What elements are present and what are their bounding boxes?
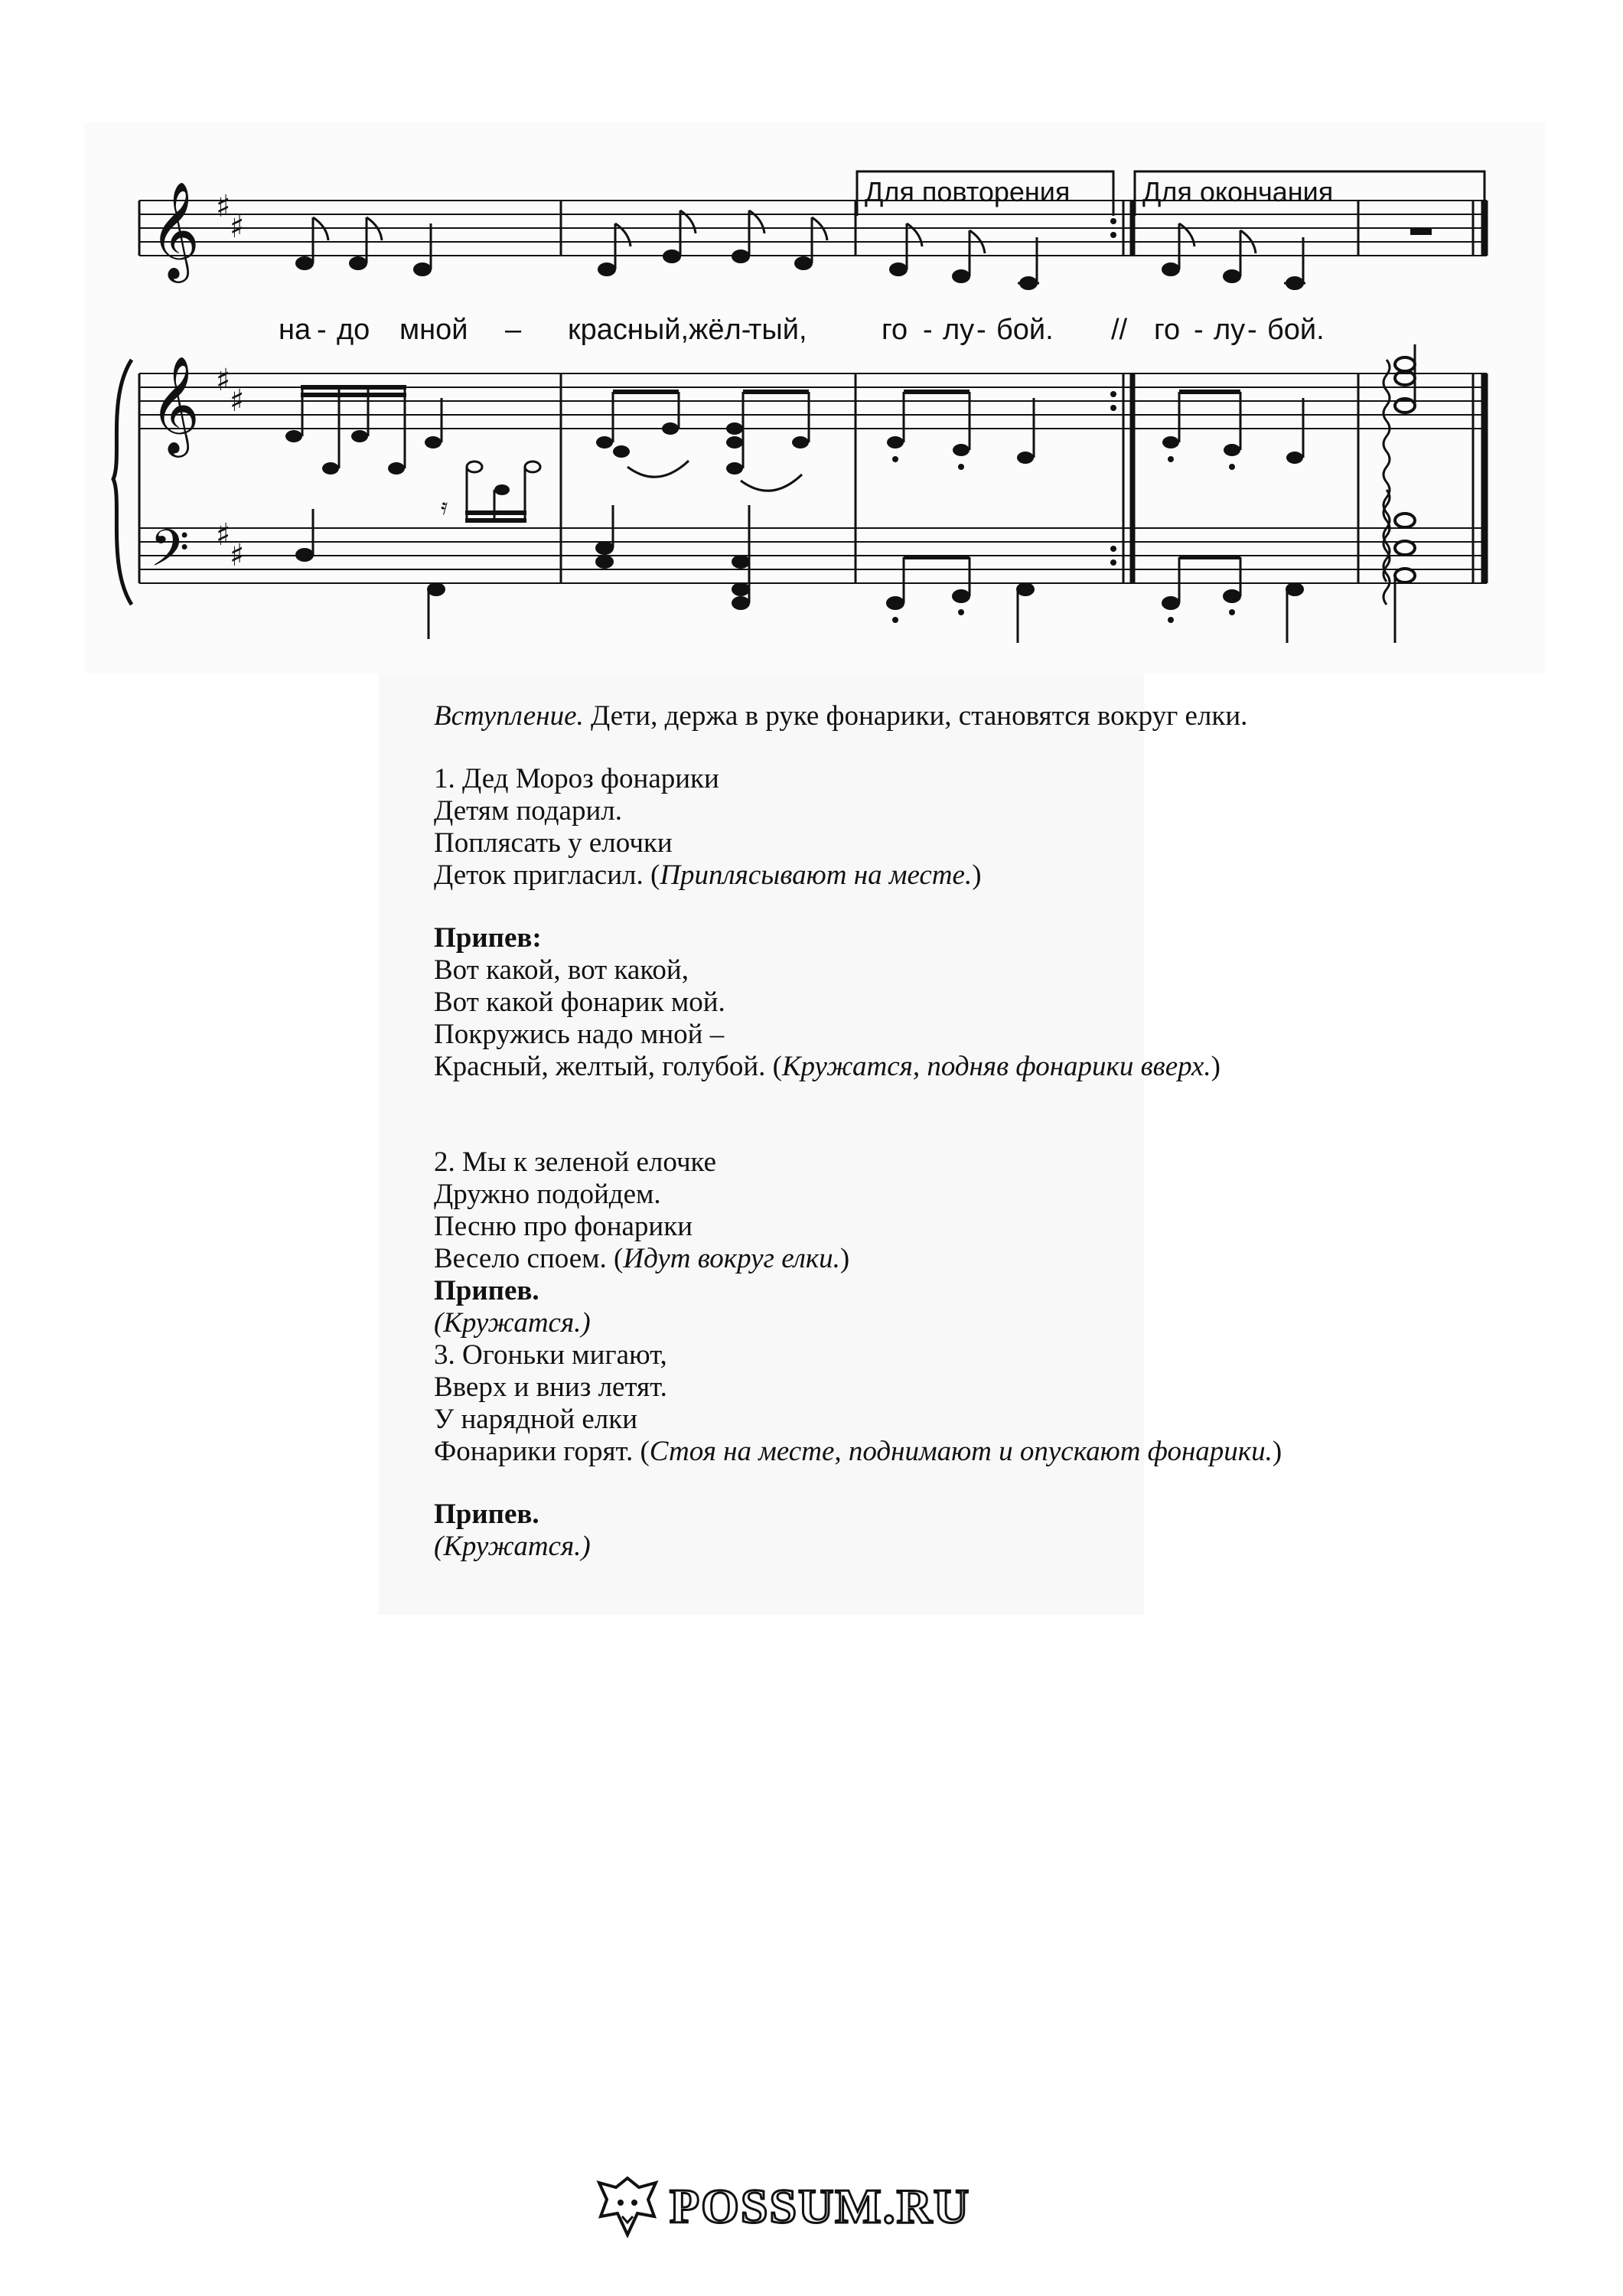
verse-line: У нарядной елки	[434, 1404, 638, 1435]
verse-line: Вверх и вниз летят.	[434, 1371, 667, 1403]
repeat-dot	[1110, 405, 1116, 411]
lyric-syllable: на	[279, 314, 311, 346]
piano-barlines	[139, 373, 1484, 583]
chorus-line: Вот какой, вот какой,	[434, 954, 689, 986]
key-signature-icon: ♯	[230, 538, 245, 573]
lyric-syllable: лу	[943, 314, 975, 346]
lyric-syllable: лу	[1214, 314, 1246, 346]
repeat-dot	[1110, 218, 1116, 224]
chorus-label: Припев.	[434, 1275, 539, 1306]
verse-text: )	[972, 859, 982, 891]
chorus-line: Покружись надо мной –	[434, 1019, 725, 1050]
lyric-syllable: жёл-	[689, 314, 751, 346]
stage-direction: Идут вокруг елки.	[623, 1243, 840, 1274]
stage-direction: Кружатся, подняв фонарики вверх.	[781, 1051, 1211, 1082]
lyric-hyphen: -	[1194, 314, 1204, 346]
svg-text:𝄿: 𝄿	[441, 494, 448, 520]
verse-line: 3. Огоньки мигают,	[434, 1339, 667, 1371]
lyric-syllable: тый,	[748, 314, 807, 346]
repeat-dot	[1110, 546, 1116, 552]
lyric-syllable: крас-	[568, 314, 637, 346]
treble-clef-icon: 𝄞	[150, 355, 200, 453]
lyric-syllable: бой.	[1267, 314, 1325, 346]
repeat-dot	[1110, 232, 1116, 238]
chorus-line: Вот какой фонарик мой.	[434, 987, 725, 1018]
verse-text: Фонарики горят. (	[434, 1436, 650, 1467]
key-signature-icon: ♯	[230, 383, 245, 419]
repeat-dot	[1110, 391, 1116, 397]
lyric-syllable: ный,	[627, 314, 689, 346]
lyric-hyphen: -	[1247, 314, 1257, 346]
brace-icon	[113, 360, 132, 605]
voice-notes	[295, 210, 1432, 290]
volta-label-ending: Для окончания	[1142, 176, 1334, 207]
bass-clef-icon: 𝄢	[150, 519, 190, 590]
possum-icon	[593, 2172, 662, 2241]
music-score	[0, 0, 1623, 689]
key-signature-icon: ♯	[216, 189, 231, 224]
piano-treble-notes	[285, 344, 1415, 605]
intro-line	[434, 700, 1247, 732]
piano-bass-staff	[139, 528, 1487, 583]
piano-treble-staff	[139, 373, 1487, 429]
logo-text: POSSUM.RU	[670, 2179, 971, 2233]
lyric-syllable: бой.	[996, 314, 1054, 346]
verse-text: Деток пригласил. (	[434, 859, 660, 891]
stage-direction: Стоя на месте, поднимают и опускают фонарики.	[649, 1436, 1273, 1467]
key-signature-icon: ♯	[216, 363, 231, 398]
key-signature-icon: ♯	[230, 210, 245, 245]
verse-line: Поплясать у елочки	[434, 827, 673, 859]
verse-line	[434, 859, 982, 892]
verse-line: Дружно подойдем.	[434, 1179, 661, 1210]
key-signature-icon: ♯	[216, 517, 231, 553]
verse-text: Весело споем. (	[434, 1243, 624, 1274]
intro-text: Дети, держа в руке фонарики, становятся вокруг елки.	[583, 700, 1248, 732]
stage-direction: (Кружатся.)	[434, 1307, 591, 1339]
chorus-label: Припев:	[434, 922, 542, 954]
chorus-label: Припев.	[434, 1499, 539, 1530]
treble-clef-icon: 𝄞	[150, 181, 200, 279]
verse-text: )	[839, 1243, 850, 1274]
lyric-hyphen: -	[976, 314, 986, 346]
verse-line	[434, 1243, 849, 1275]
verse-line: Детям подарил.	[434, 795, 622, 827]
chorus-line	[434, 1051, 1221, 1083]
lyric-hyphen: -	[317, 314, 327, 346]
verse-line: 1. Дед Мороз фонарики	[434, 763, 719, 794]
lyric-hyphen: -	[923, 314, 933, 346]
lyric-dash: –	[505, 314, 522, 346]
lyric-separator: //	[1111, 314, 1128, 346]
intro-label: Вступление.	[434, 700, 584, 732]
stage-direction: Приплясывают на месте.	[660, 859, 973, 891]
site-logo	[593, 2172, 1022, 2241]
verse-line	[434, 1436, 1282, 1468]
volta-label-repeat: Для повторения	[865, 176, 1071, 207]
verse-line: 2. Мы к зеленой елочке	[434, 1146, 717, 1178]
lyric-syllable: го	[882, 314, 908, 346]
lyric-syllable: го	[1154, 314, 1181, 346]
chorus-text: Красный, желтый, голубой. (	[434, 1051, 782, 1082]
repeat-dot	[1110, 559, 1116, 566]
verse-line: Песню про фонарики	[434, 1211, 693, 1242]
verse-text: )	[1272, 1436, 1282, 1467]
lyric-syllable: мной	[399, 314, 468, 346]
lyric-syllable: до	[337, 314, 370, 346]
chorus-text: )	[1211, 1051, 1221, 1082]
stage-direction: (Кружатся.)	[434, 1531, 591, 1562]
